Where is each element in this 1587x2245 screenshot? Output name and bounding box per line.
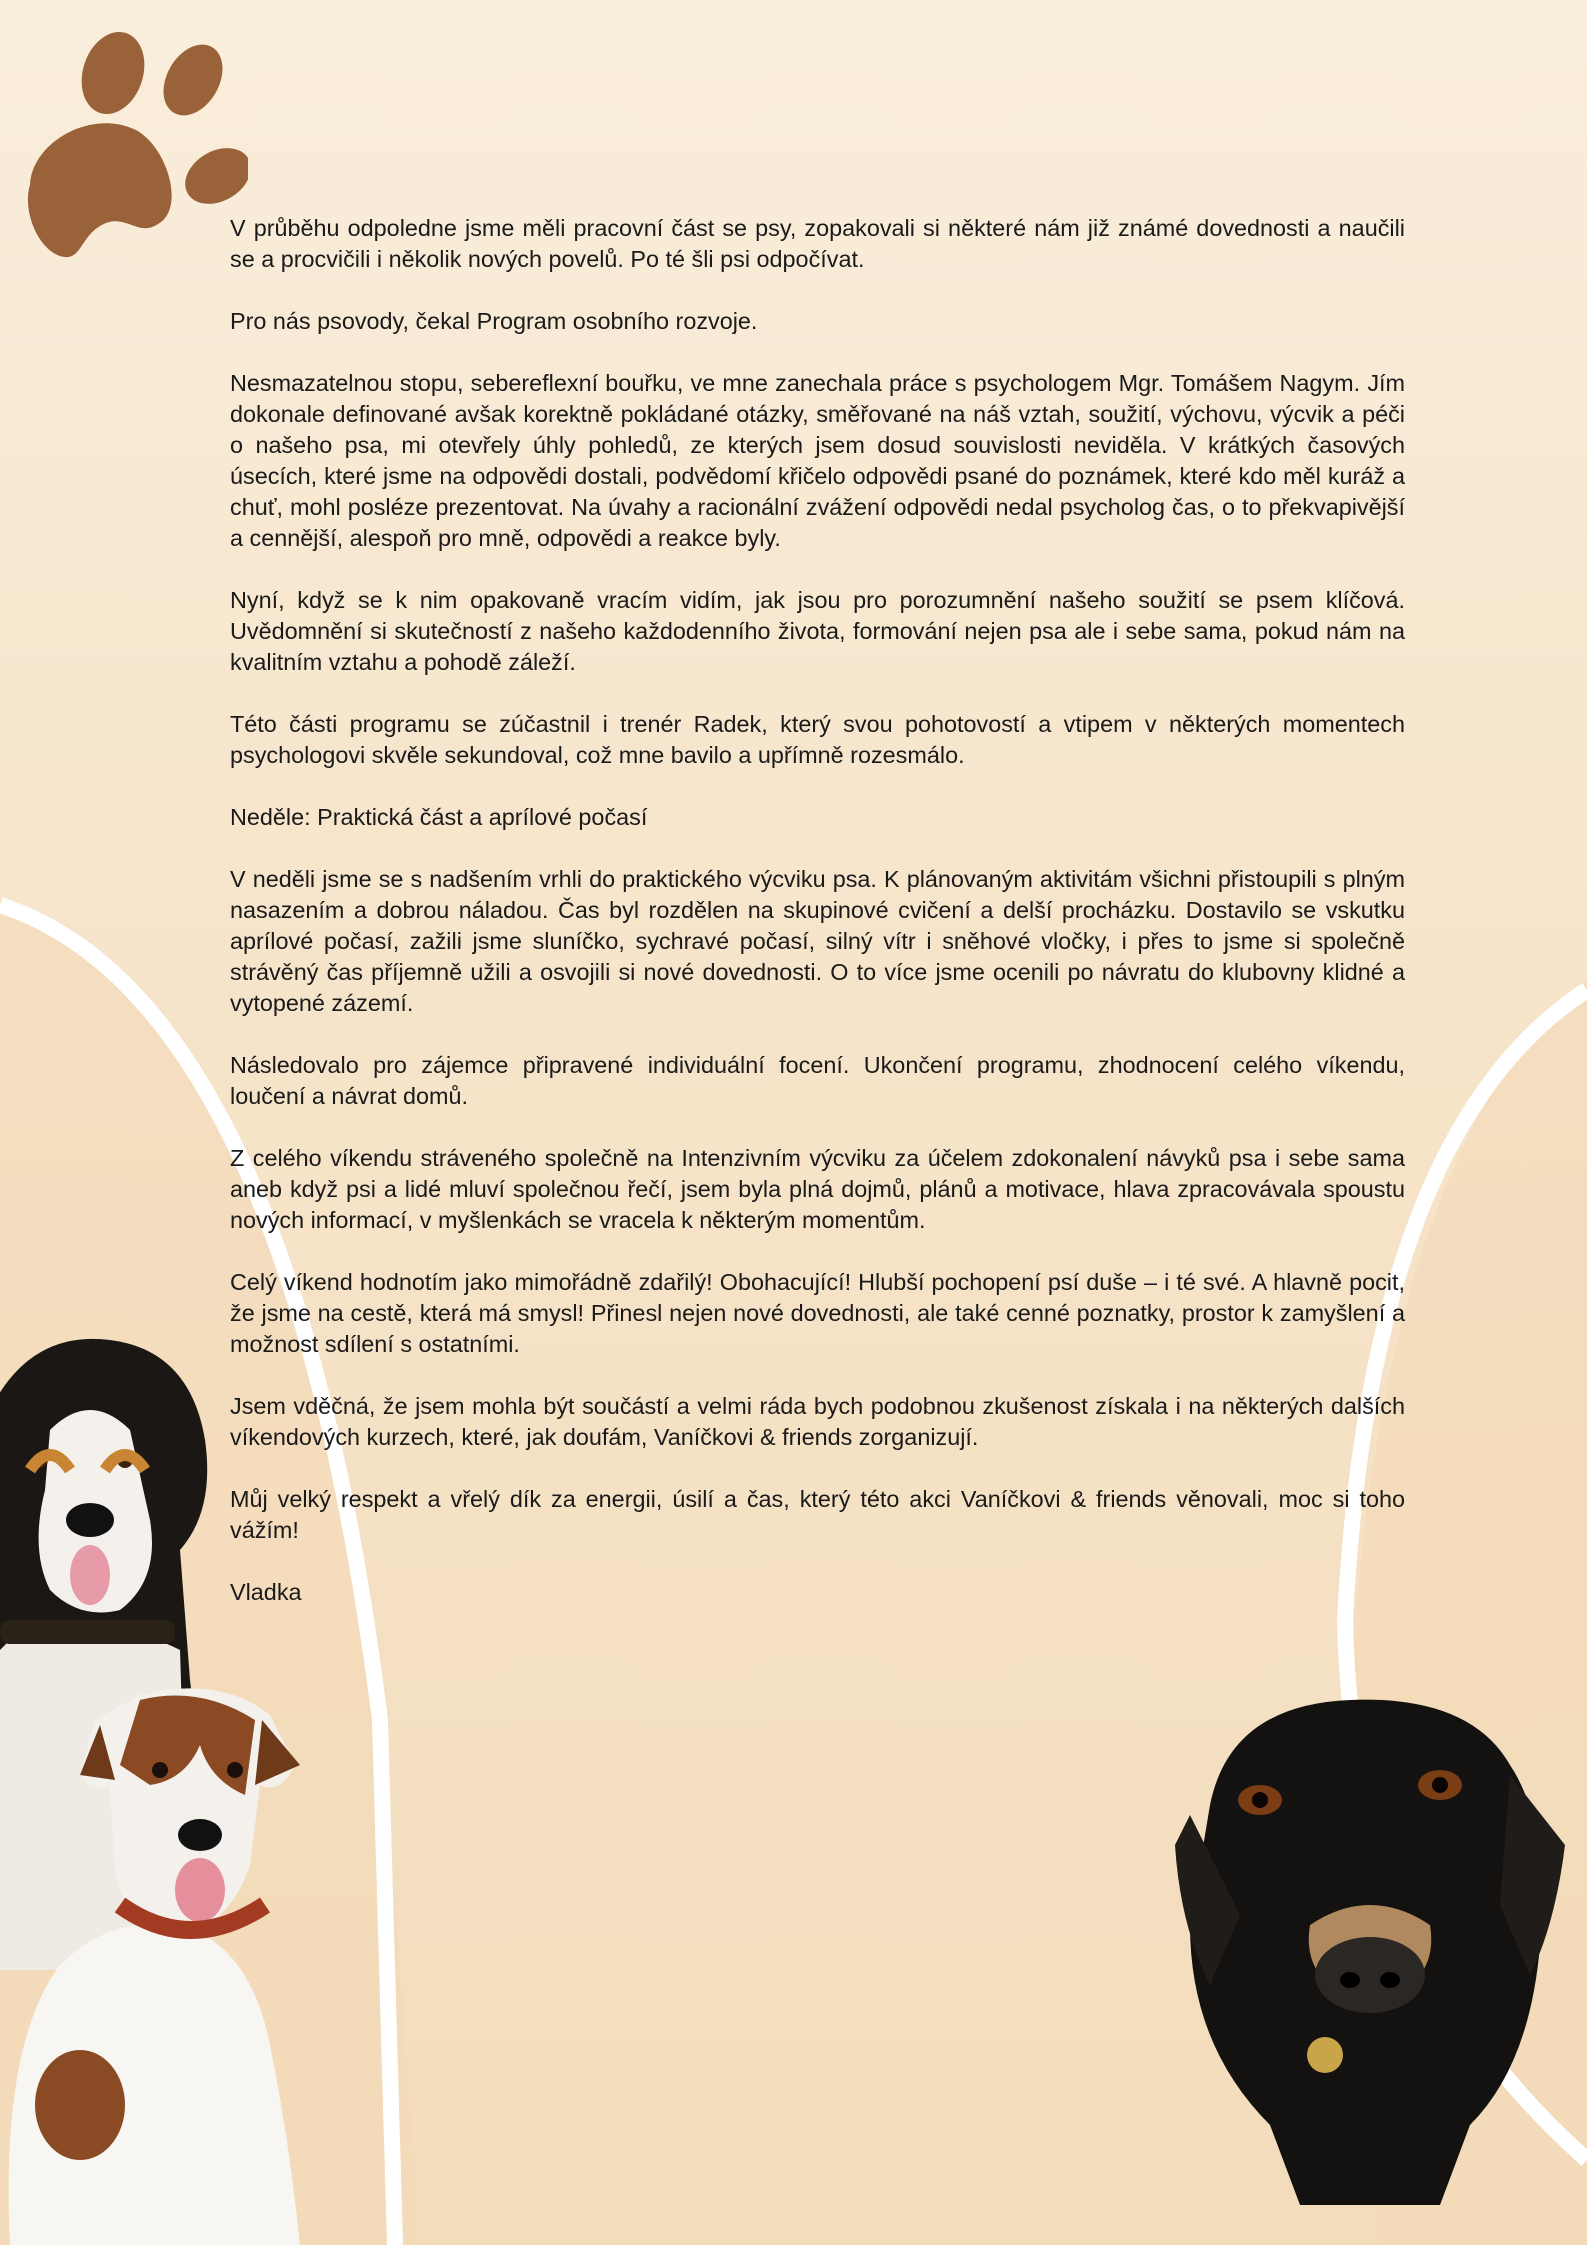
paragraph: Nesmazatelnou stopu, sebereflexní bouřku, ve mne zanechala práce s psychologem Mgr. Tomášem Nagym. Jím dokonale definované avšak korektně pokládané otázky, směřované na náš vztah, soužití, výchovu, výcvik a péči o našeho psa, mi otevřely úhly pohledů, ze kterých jsem dosud souvislosti neviděla. V krátkých časových úsecích, které jsme na odpovědi dostali, podvědomí křičelo odpovědi psané do poznámek, které kdo měl kuráž a chuť, mohl posléze prezentovat. Na úvahy a racionální zvážení odpovědi nedal psycholog čas, o to překvapivější a cennější, alespoň pro mně, odpovědi a reakce byly. <box>230 370 1405 551</box>
paragraph: Můj velký respekt a vřelý dík za energii, úsilí a čas, který této akci Vaníčkovi & friends věnovali, moc si toho vážím! <box>230 1486 1405 1543</box>
paragraph: Pro nás psovody, čekal Program osobního rozvoje. <box>230 308 758 334</box>
paragraph: Této části programu se zúčastnil i trenér Radek, který svou pohotovostí a vtipem v některých momentech psychologovi skvěle sekundoval, což mne bavilo a upřímně rozesmálo. <box>230 711 1405 768</box>
black-dog-image <box>1170 1685 1570 2215</box>
paragraph: V neděli jsme se s nadšením vrhli do praktického výcviku psa. K plánovaným aktivitám všichni přistoupili s plným nasazením a dobrou náladou. Čas byl rozdělen na skupinové cvičení a delší procházku. Dostavilo se vskutku aprílové počasí, zažili jsme sluníčko, sychravé počasí, silný vítr i sněhové vločky, i přes to jsme si společně strávěný čas příjemně užili a osvojili si nové dovednosti. O to více jsme ocenili po návratu do klubovny klidné a vytopené zázemí. <box>230 866 1405 1016</box>
paragraph: V průběhu odpoledne jsme měli pracovní část se psy, zopakovali si některé nám již známé dovednosti a naučili se a procvičili i několik nových povelů. Po té šli psi odpočívat. <box>230 215 1405 272</box>
paragraph: Jsem vděčná, že jsem mohla být součástí a velmi ráda bych podobnou zkušenost získala i na některých dalších víkendových kurzech, které, jak doufám, Vaníčkovi & friends zorganizují. <box>230 1393 1405 1450</box>
jack-russell-dog-image <box>0 1665 380 2245</box>
letter-body <box>230 213 1405 1639</box>
paragraph: Celý víkend hodnotím jako mimořádně zdařilý! Obohacující! Hlubší pochopení psí duše – i té své. A hlavně pocit, že jsme na cestě, která má smysl! Přinesl nejen nové dovednosti, ale také cenné poznatky, prostor k zamyšlení a možnost sdílení s ostatními. <box>230 1269 1405 1357</box>
signature: Vladka <box>230 1579 302 1605</box>
section-heading: Neděle: Praktická část a aprílové počasí <box>230 804 648 830</box>
paragraph: Z celého víkendu stráveného společně na Intenzivním výcviku za účelem zdokonalení návyků psa i sebe sama aneb když psi a lidé mluví společnou řečí, jsem byla plná dojmů, plánů a motivace, hlava zpracovávala spoustu nových informací, v myšlenkách se vracela k některým momentům. <box>230 1145 1405 1233</box>
paragraph: Následovalo pro zájemce připravené individuální focení. Ukončení programu, zhodnocení celého víkendu, loučení a návrat domů. <box>230 1052 1405 1109</box>
paw-print-icon <box>18 18 248 258</box>
paragraph: Nyní, když se k nim opakovaně vracím vidím, jak jsou pro porozumnění našeho soužití se psem klíčová. Uvědomnění si skutečností z našeho každodenního života, formování nejen psa ale i sebe sama, pokud nám na kvalitním vztahu a pohodě záleží. <box>230 587 1405 675</box>
